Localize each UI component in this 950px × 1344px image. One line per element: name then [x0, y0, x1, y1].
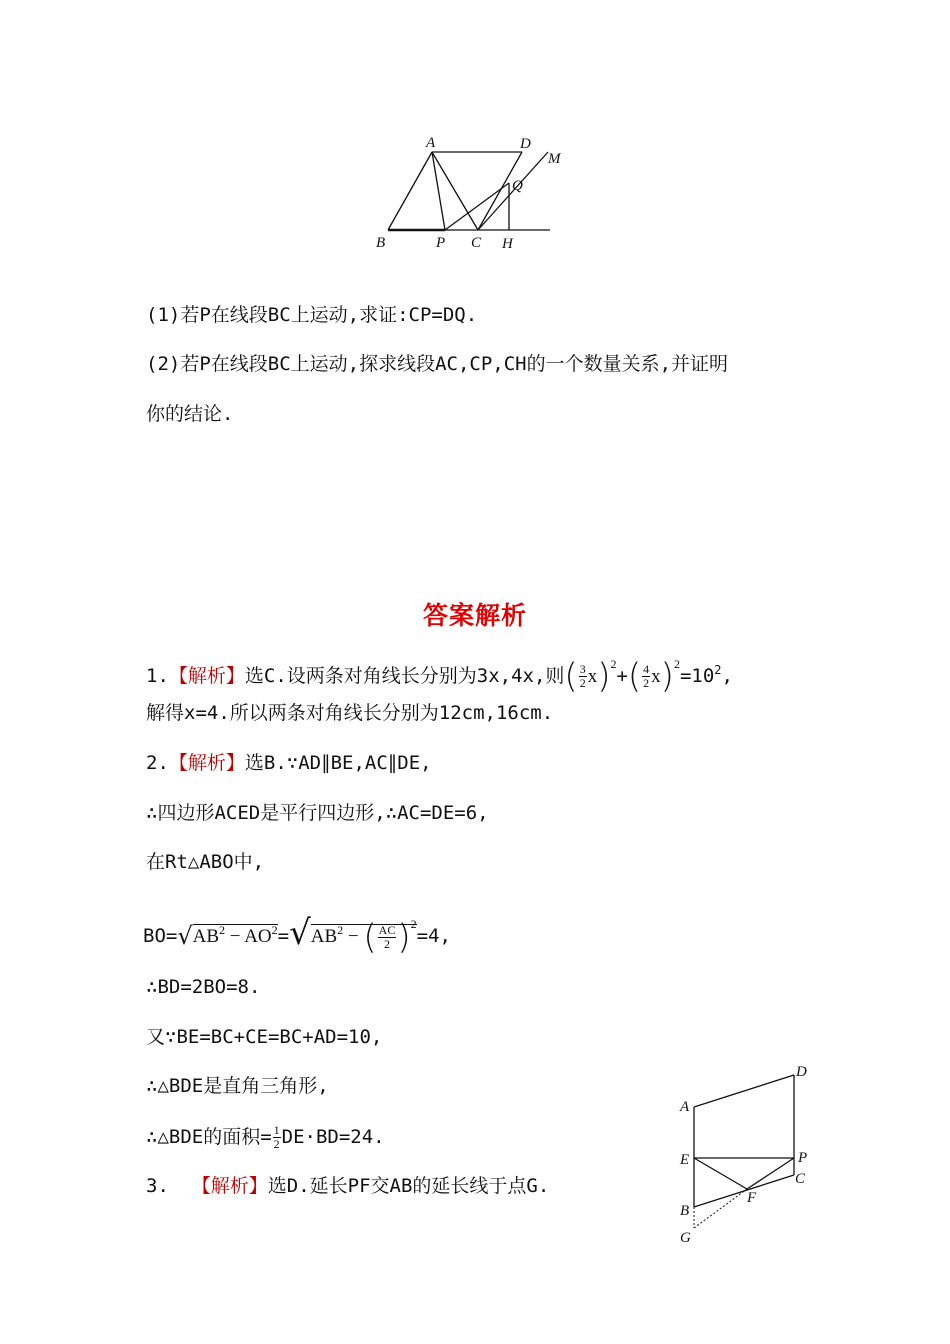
answer-1-number: 1.	[146, 665, 169, 687]
answer-3-line1	[146, 1174, 549, 1198]
answer-1-text: 选C.设两条对角线长分别为3x,4x,则	[244, 665, 565, 687]
question-part2-line1: (2)若P在线段BC上运动,探求线段AC,CP,CH的一个数量关系,并证明	[146, 353, 729, 375]
answer-2-line6: 又∵BE=BC+CE=BC+AD=10,	[146, 1026, 383, 1048]
answer-2-line3: 在Rt△ABO中,	[146, 851, 265, 873]
label-D: D	[520, 136, 531, 152]
answer-3-number: 3.	[146, 1175, 169, 1197]
answer-1-line2: 解得x=4.所以两条对角线长分别为12cm,16cm.	[146, 702, 554, 724]
answer-2-line1	[146, 751, 432, 775]
label-Q: Q	[512, 178, 523, 194]
answer-2-number: 2.	[146, 752, 169, 774]
label-P: P	[798, 1150, 808, 1166]
label-B: B	[680, 1203, 690, 1219]
label-D: D	[796, 1064, 807, 1080]
label-C: C	[795, 1171, 806, 1187]
answer-2-line7: ∴△BDE是直角三角形,	[146, 1075, 329, 1097]
label-P: P	[436, 235, 446, 251]
question-part1: (1)若P在线段BC上运动,求证:CP=DQ.	[146, 304, 478, 326]
answer-1-tag: 【解析】	[168, 665, 245, 687]
label-B: B	[376, 235, 386, 251]
answer-2-bo-formula: $BO=√AB^2 - AO^2=√AB^2$ − ( $\frac{AC}{2}$ )$^2$=4,	[143, 913, 451, 958]
figure-parallelogram-abcd-2	[672, 1060, 822, 1245]
answer-2-line2: ∴四边形ACED是平行四边形,∴AC=DE=6,	[146, 802, 489, 824]
answer-2-line5: ∴BD=2BO=8.	[146, 976, 261, 998]
label-C: C	[471, 235, 482, 251]
label-M: M	[548, 151, 561, 167]
answer-2-text: 选B.∵AD∥BE,AC∥DE,	[244, 752, 432, 774]
answer-title: 答案解析	[422, 601, 527, 630]
label-H: H	[502, 236, 513, 252]
label-A: A	[426, 135, 436, 151]
answer-3-tag: 【解析】	[191, 1175, 268, 1197]
answer-2-line8: ∴△BDE的面积= $\frac{1}{2}$ DE·BD=24.	[146, 1123, 385, 1151]
answer-2-tag: 【解析】	[168, 752, 245, 774]
label-A: A	[680, 1099, 690, 1115]
label-F: F	[747, 1190, 757, 1206]
question-part2-line2: 你的结论.	[146, 403, 234, 425]
label-G: G	[680, 1230, 691, 1245]
answer-3-text: 选D.延长PF交AB的延长线于点G.	[267, 1175, 550, 1197]
answer-1-line1: 1.【解析】选C.设两条对角线长分别为3x,4x,则( $\frac{3}{2}$ x)$^2$+( $\frac{4}{2}$ $x)^2=10^2$,	[146, 656, 733, 697]
label-E: E	[680, 1152, 690, 1168]
figure-parallelogram-abcd	[370, 130, 570, 255]
